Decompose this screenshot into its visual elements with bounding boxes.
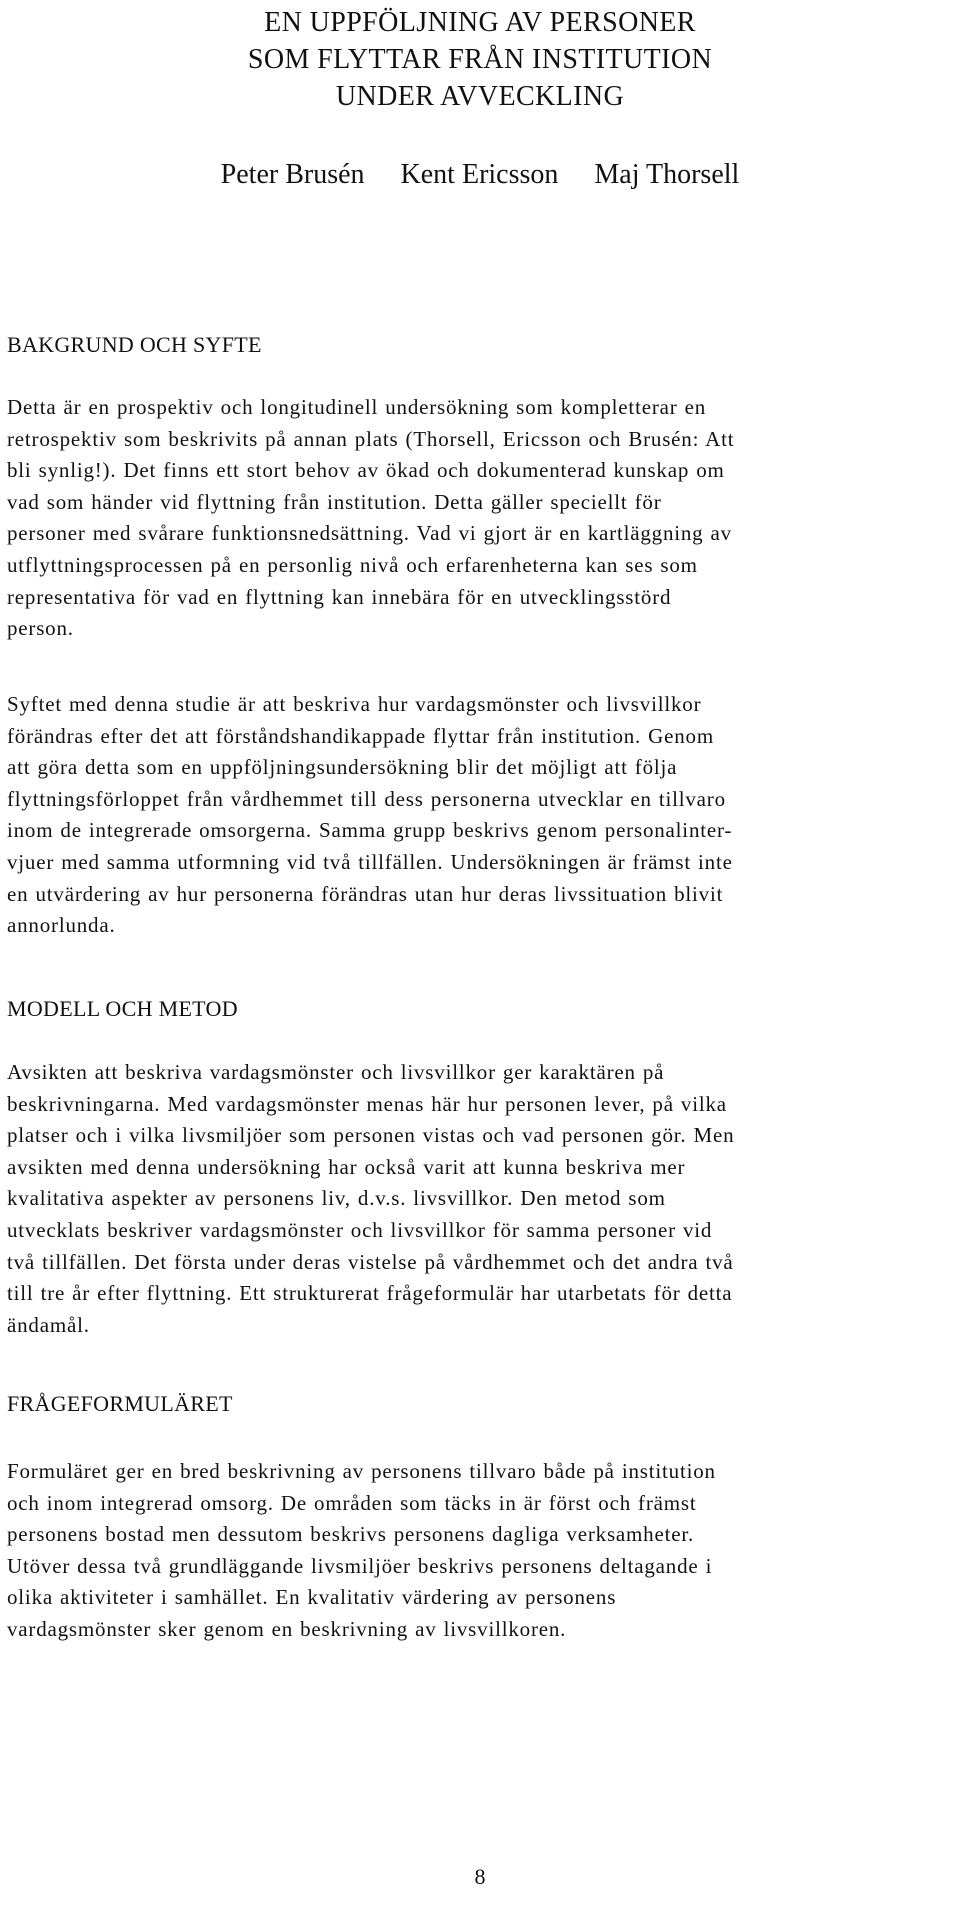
text-line: förändras efter det att förståndshandikappade flyttar från institution. Genom <box>7 723 714 748</box>
page-number: 8 <box>474 1864 486 1889</box>
section-heading-modell: MODELL OCH METOD <box>7 996 238 1021</box>
text-line: vjuer med samma utformning vid två tillfällen. Undersökningen är främst inte <box>7 849 733 874</box>
text-line: beskrivningarna. Med vardagsmönster menas här hur personen lever, på vilka <box>7 1091 727 1116</box>
text-line: Utöver dessa två grundläggande livsmiljöer beskrivs personens deltagande i <box>7 1553 713 1578</box>
text-line: en utvärdering av hur personerna förändras utan hur deras livssituation blivit <box>7 881 724 906</box>
text-line: retrospektiv som beskrivits på annan plats (Thorsell, Ericsson och Brusén: Att <box>7 426 735 451</box>
text-line: utvecklats beskriver vardagsmönster och livsvillkor för samma personer vid <box>7 1217 713 1242</box>
title-line: SOM FLYTTAR FRÅN INSTITUTION <box>247 44 713 75</box>
text-line: platser och i vilka livsmiljöer som personen vistas och vad personen gör. Men <box>7 1123 735 1148</box>
author-name: Maj Thorsell <box>594 159 740 190</box>
section-heading-bakgrund: BAKGRUND OCH SYFTE <box>7 332 262 357</box>
text-line: vardagsmönster sker genom en beskrivning av livsvillkoren. <box>7 1616 567 1641</box>
text-line: ändamål. <box>7 1312 90 1337</box>
text-line: personens bostad men dessutom beskrivs personens dagliga verksamheter. <box>7 1522 695 1547</box>
title-line: UNDER AVVECKLING <box>335 81 625 112</box>
text-line: personer med svårare funktionsnedsättning. Vad vi gjort är en kartläggning av <box>7 521 732 546</box>
paragraph-syfte <box>7 689 947 942</box>
text-line: Detta är en prospektiv och longitudinell undersökning som kompletterar en <box>7 395 706 419</box>
author-name: Kent Ericsson <box>400 159 559 190</box>
text-line: person. <box>7 616 74 641</box>
text-line: till tre år efter flyttning. Ett strukturerat frågeformulär har utarbetats för detta <box>7 1281 733 1306</box>
text-line: och inom integrerad omsorg. De områden som täcks in är först och främst <box>7 1490 697 1515</box>
paragraph-bakgrund <box>7 392 947 645</box>
paragraph-frageformularet <box>7 1456 947 1646</box>
paragraph-modell <box>7 1057 947 1341</box>
text-line: flyttningsförloppet från vårdhemmet till dess personerna utvecklar en tillvaro <box>7 786 726 811</box>
title-line: EN UPPFÖLJNING AV PERSONER <box>264 7 696 38</box>
document-title <box>0 4 960 115</box>
text-line: att göra detta som en uppföljningsundersökning blir det möjligt att följa <box>7 755 678 780</box>
text-line: bli synlig!). Det finns ett stort behov av ökad och dokumenterad kunskap om <box>7 458 725 483</box>
text-line: Syftet med denna studie är att beskriva hur vardagsmönster och livsvillkor <box>7 692 702 716</box>
text-line: utflyttningsprocessen på en personlig nivå och erfarenheterna kan ses som <box>7 552 698 577</box>
text-line: olika aktiviteter i samhället. En kvalitativ värdering av personens <box>7 1585 617 1610</box>
text-line: Formuläret ger en bred beskrivning av personens tillvaro både på institution <box>7 1459 716 1483</box>
text-line: annorlunda. <box>7 913 116 938</box>
author-name: Peter Brusén <box>220 159 365 190</box>
section-heading-frageformularet: FRÅGEFORMULÄRET <box>7 1391 233 1416</box>
text-line: representativa för vad en flyttning kan innebära för en utvecklingsstörd <box>7 584 672 609</box>
text-line: vad som händer vid flyttning från institution. Detta gäller speciellt för <box>7 489 662 514</box>
text-line: avsikten med denna undersökning har också varit att kunna beskriva mer <box>7 1154 686 1179</box>
text-line: Avsikten att beskriva vardagsmönster och livsvillkor ger karaktären på <box>7 1060 665 1084</box>
text-line: två tillfällen. Det första under deras vistelse på vårdhemmet och det andra två <box>7 1249 734 1274</box>
text-line: inom de integrerade omsorgerna. Samma grupp beskrivs genom personalinter- <box>7 818 733 843</box>
text-line: kvalitativa aspekter av personens liv, d.v.s. livsvillkor. Den metod som <box>7 1186 666 1211</box>
author-list <box>0 158 960 192</box>
